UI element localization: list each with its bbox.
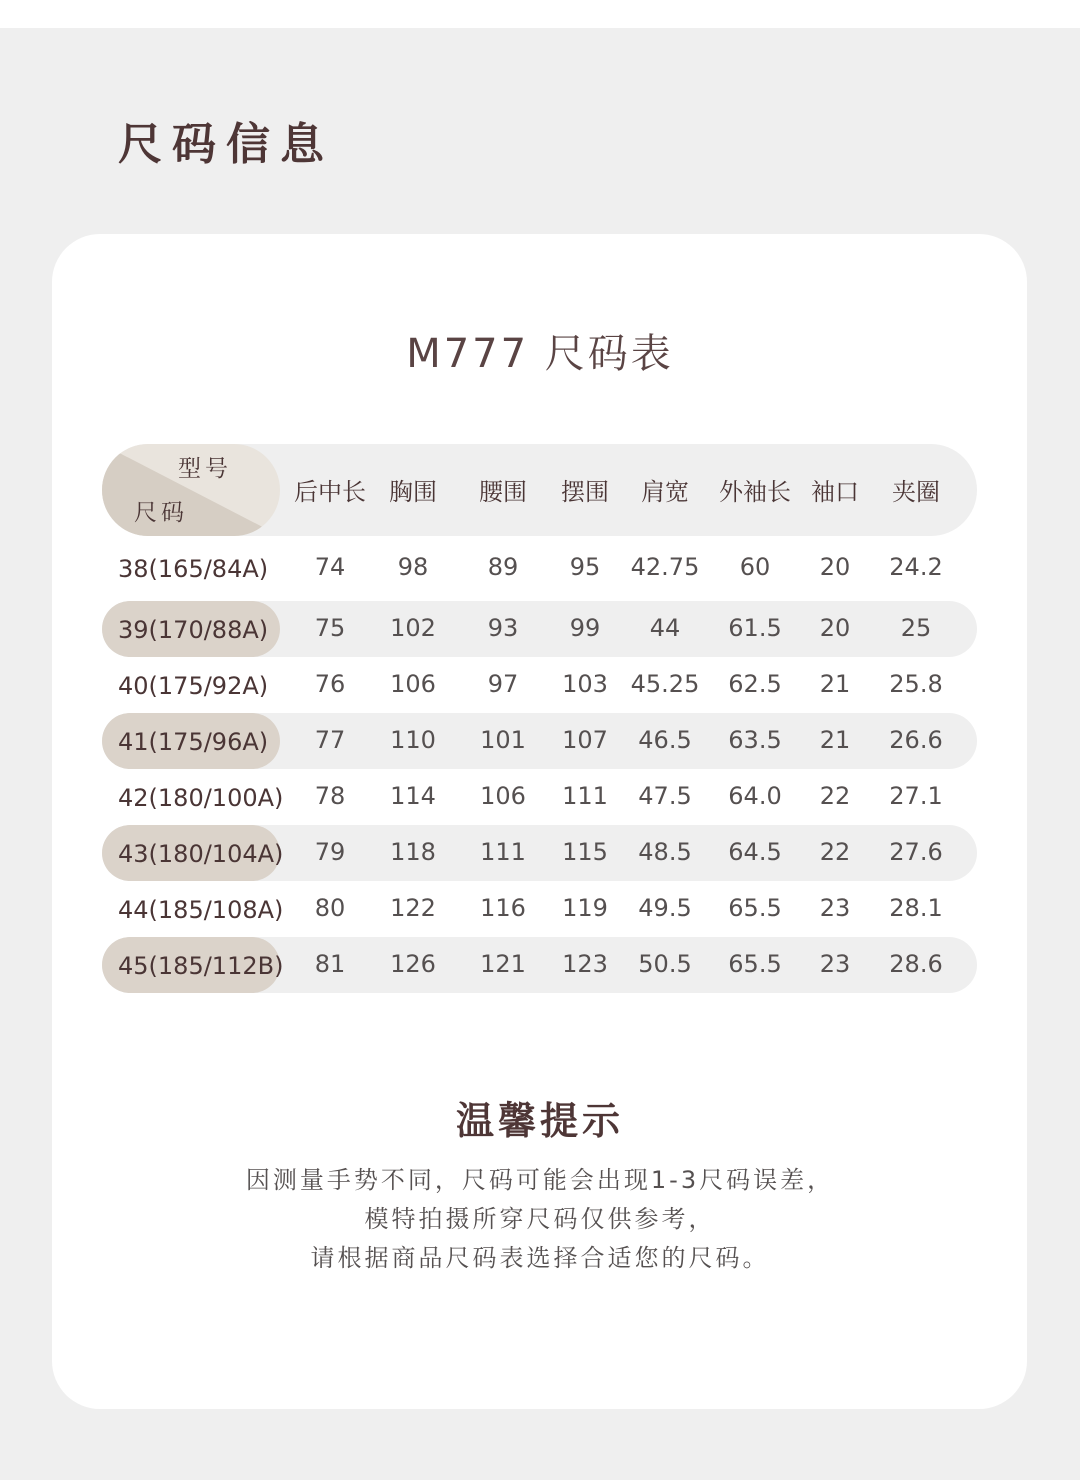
table-cell: 25 xyxy=(900,614,932,642)
table-cell: 106 xyxy=(480,782,526,810)
table-cell: 79 xyxy=(314,838,346,866)
table-cell: 65.5 xyxy=(728,894,782,922)
size-label: 44(185/108A) xyxy=(118,896,284,924)
table-cell: 42.75 xyxy=(630,553,700,581)
table-cell: 119 xyxy=(562,894,608,922)
table-cell: 74 xyxy=(314,553,346,581)
column-header: 腰围 xyxy=(479,478,527,506)
table-cell: 20 xyxy=(819,614,851,642)
table-cell: 49.5 xyxy=(638,894,692,922)
table-cell: 60 xyxy=(739,553,771,581)
table-cell: 23 xyxy=(819,950,851,978)
table-cell: 27.1 xyxy=(889,782,943,810)
table-cell: 20 xyxy=(819,553,851,581)
table-cell: 24.2 xyxy=(889,553,943,581)
table-cell: 22 xyxy=(819,838,851,866)
column-header: 胸围 xyxy=(389,478,437,506)
table-cell: 64.0 xyxy=(728,782,782,810)
size-label: 38(165/84A) xyxy=(118,555,269,583)
table-cell: 76 xyxy=(314,670,346,698)
column-header: 摆围 xyxy=(561,478,609,506)
table-cell: 123 xyxy=(562,950,608,978)
table-cell: 63.5 xyxy=(728,726,782,754)
table-cell: 77 xyxy=(314,726,346,754)
table-cell: 21 xyxy=(819,670,851,698)
table-cell: 121 xyxy=(480,950,526,978)
table-cell: 80 xyxy=(314,894,346,922)
table-cell: 111 xyxy=(480,838,526,866)
tips-line-1: 因测量手势不同，尺码可能会出现1-3尺码误差， xyxy=(245,1166,835,1194)
table-cell: 22 xyxy=(819,782,851,810)
corner-label-size: 尺码 xyxy=(134,500,188,526)
table-cell: 99 xyxy=(569,614,601,642)
table-cell: 75 xyxy=(314,614,346,642)
table-cell: 46.5 xyxy=(638,726,692,754)
table-cell: 98 xyxy=(397,553,429,581)
table-cell: 102 xyxy=(390,614,436,642)
table-cell: 27.6 xyxy=(889,838,943,866)
table-cell: 26.6 xyxy=(889,726,943,754)
tips-title: 温馨提示 xyxy=(455,1099,624,1143)
table-cell: 111 xyxy=(562,782,608,810)
table-cell: 115 xyxy=(562,838,608,866)
table-cell: 28.1 xyxy=(889,894,943,922)
table-cell: 28.6 xyxy=(889,950,943,978)
table-cell: 118 xyxy=(390,838,436,866)
table-cell: 47.5 xyxy=(638,782,692,810)
table-cell: 106 xyxy=(390,670,436,698)
size-label: 41(175/96A) xyxy=(118,728,269,756)
table-cell: 101 xyxy=(480,726,526,754)
table-cell: 78 xyxy=(314,782,346,810)
table-cell: 23 xyxy=(819,894,851,922)
table-cell: 97 xyxy=(487,670,519,698)
section-title: 尺码信息 xyxy=(118,119,334,170)
size-label: 40(175/92A) xyxy=(118,672,269,700)
size-label: 43(180/104A) xyxy=(118,840,284,868)
size-label: 42(180/100A) xyxy=(118,784,284,812)
table-cell: 110 xyxy=(390,726,436,754)
table-cell: 25.8 xyxy=(889,670,943,698)
table-cell: 122 xyxy=(390,894,436,922)
column-header: 后中长 xyxy=(294,478,366,506)
top-strip xyxy=(0,0,1080,28)
column-header: 肩宽 xyxy=(641,478,689,506)
table-cell: 114 xyxy=(390,782,436,810)
table-cell: 81 xyxy=(314,950,346,978)
tips-line-2: 模特拍摄所穿尺码仅供参考， xyxy=(364,1205,716,1233)
column-header: 袖口 xyxy=(811,478,859,506)
table-title: M777 尺码表 xyxy=(406,331,674,377)
table-cell: 89 xyxy=(487,553,519,581)
table-cell: 116 xyxy=(480,894,526,922)
table-cell: 103 xyxy=(562,670,608,698)
table-cell: 107 xyxy=(562,726,608,754)
table-cell: 62.5 xyxy=(728,670,782,698)
size-label: 39(170/88A) xyxy=(118,616,269,644)
table-cell: 95 xyxy=(569,553,601,581)
table-cell: 48.5 xyxy=(638,838,692,866)
table-cell: 126 xyxy=(390,950,436,978)
table-cell: 61.5 xyxy=(728,614,782,642)
table-cell: 93 xyxy=(487,614,519,642)
corner-label-model: 型号 xyxy=(178,456,232,482)
tips-line-3: 请根据商品尺码表选择合适您的尺码。 xyxy=(310,1244,770,1272)
column-header: 外袖长 xyxy=(719,478,791,506)
table-cell: 44 xyxy=(649,614,681,642)
table-cell: 65.5 xyxy=(728,950,782,978)
column-header: 夹圈 xyxy=(892,478,940,506)
table-cell: 45.25 xyxy=(630,670,700,698)
table-cell: 50.5 xyxy=(638,950,692,978)
size-label: 45(185/112B) xyxy=(118,952,284,980)
table-cell: 21 xyxy=(819,726,851,754)
table-cell: 64.5 xyxy=(728,838,782,866)
